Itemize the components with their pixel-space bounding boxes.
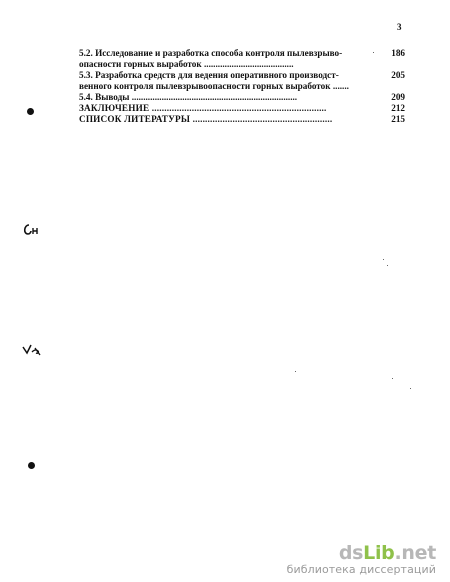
handwritten-mark [21, 342, 43, 358]
page-number: 3 [397, 22, 402, 32]
toc-entry [79, 70, 405, 92]
toc-entry [79, 103, 405, 114]
toc-entry-text: 5.2. Исследование и разработка способа контроля пылевзрыво- [79, 48, 343, 58]
toc-entry-page: 215 [391, 114, 405, 124]
handwritten-mark [22, 222, 40, 238]
toc-entry-text: 5.3. Разработка средств для ведения оперативного производст- [79, 70, 339, 80]
toc-entry-page: 212 [391, 103, 405, 113]
toc-entry [79, 92, 405, 103]
toc-entry [79, 114, 405, 125]
toc-entry-text: ЗАКЛЮЧЕНИЕ ...................................................................... [79, 103, 327, 113]
toc-entry-text: 5.4. Выводы ........................................................................ [79, 92, 298, 102]
toc-entry-text: венного контроля пылевзрывоопасности горных выработок ....... [79, 81, 349, 91]
punch-hole-mark [28, 462, 35, 469]
punch-hole-mark [27, 108, 34, 115]
toc-entry-page: 186 [391, 48, 405, 58]
toc-entry-text: опасности горных выработок ....................................... [79, 59, 294, 69]
toc-entry-page: 205 [391, 70, 405, 80]
watermark-logo: dsLib.net [338, 542, 436, 564]
toc-entry-page: 209 [391, 92, 405, 102]
toc-entry [79, 48, 405, 70]
table-of-contents [79, 48, 405, 125]
watermark-subtitle: библиотека диссертаций [286, 563, 436, 576]
watermark [287, 543, 436, 576]
toc-entry-text: СПИСОК ЛИТЕРАТУРЫ ........................................................ [79, 114, 333, 124]
